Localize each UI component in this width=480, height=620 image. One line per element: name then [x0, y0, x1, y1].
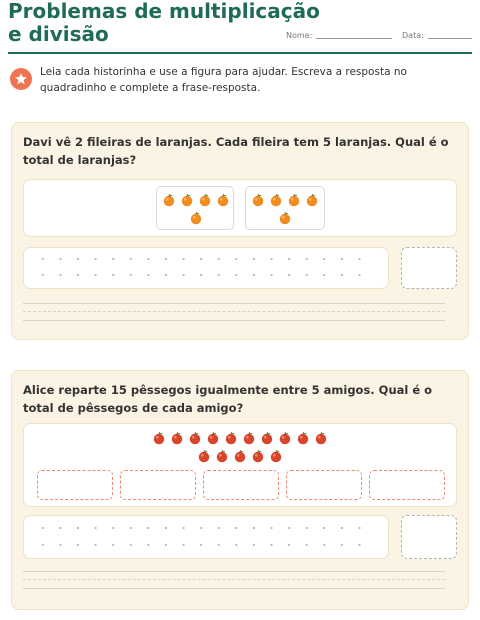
share-box-2[interactable] [120, 470, 196, 500]
orange-icon [251, 192, 265, 211]
date-label: Data: [402, 31, 424, 40]
peach-icon [170, 430, 184, 449]
page-title [8, 0, 320, 46]
peach-icon [296, 430, 310, 449]
share-box-3[interactable] [203, 470, 279, 500]
orange-icon [189, 210, 203, 229]
problem-2-work-area[interactable] [23, 515, 389, 559]
answer-sentence-line[interactable] [23, 571, 445, 572]
problem-1-question: Davi vê 2 fileiras de laranjas. Cada fileira tem 5 laranjas. Qual é o total de laranjas? [23, 135, 449, 167]
dotted-line [34, 274, 368, 276]
peach-icon [206, 430, 220, 449]
dotted-line [34, 258, 368, 260]
answer-sentence-line[interactable] [23, 320, 445, 321]
peach-icon [224, 430, 238, 449]
problem-1-answer-box[interactable] [401, 247, 457, 289]
answer-sentence-line[interactable] [23, 588, 445, 589]
peach-icon [215, 448, 229, 467]
share-box-4[interactable] [286, 470, 362, 500]
peach-icon [242, 430, 256, 449]
peach-icon [278, 430, 292, 449]
problem-1-work-area[interactable] [23, 247, 389, 289]
orange-icon [162, 192, 176, 211]
problem-2-figure [23, 423, 457, 507]
orange-icon [287, 192, 301, 211]
orange-icon [269, 192, 283, 211]
problem-1-figure [23, 179, 457, 237]
peach-icon [233, 448, 247, 467]
peach-icon [251, 448, 265, 467]
orange-icon [305, 192, 319, 211]
problem-card-2 [11, 370, 469, 610]
dotted-line [34, 544, 368, 546]
share-box-5[interactable] [369, 470, 445, 500]
problem-card-1 [11, 122, 469, 340]
instructions [8, 64, 468, 98]
peach-icon [188, 430, 202, 449]
peach-icon [152, 430, 166, 449]
problem-2-answer-box[interactable] [401, 515, 457, 559]
orange-group-2 [245, 186, 325, 230]
dotted-line [34, 527, 368, 529]
problem-2-question: Alice reparte 15 pêssegos igualmente entre 5 amigos. Qual é o total de pêssegos de cada amigo? [23, 383, 433, 415]
peach-icon [260, 430, 274, 449]
star-icon [10, 68, 32, 90]
answer-sentence-guide [23, 579, 445, 580]
title-line-2: e divisão [8, 22, 109, 46]
peach-icon [197, 448, 211, 467]
header-divider [8, 52, 472, 54]
peach-icon [269, 448, 283, 467]
name-line [316, 38, 392, 39]
orange-icon [278, 210, 292, 229]
answer-sentence-line[interactable] [23, 303, 445, 304]
name-field[interactable] [286, 31, 392, 40]
peach-icon [314, 430, 328, 449]
date-line [428, 38, 472, 39]
worksheet-header [8, 0, 472, 54]
orange-icon [198, 192, 212, 211]
name-label: Nome: [286, 31, 313, 40]
answer-sentence-guide [23, 311, 445, 312]
date-field[interactable] [402, 31, 472, 40]
title-line-1: Problemas de multiplicação [8, 0, 320, 23]
orange-icon [216, 192, 230, 211]
orange-icon [180, 192, 194, 211]
instructions-text: Leia cada historinha e use a figura para ajudar. Escreva a resposta no quadradinho e complete a frase-resposta. [40, 66, 407, 94]
orange-group-1 [156, 186, 234, 230]
share-box-1[interactable] [37, 470, 113, 500]
